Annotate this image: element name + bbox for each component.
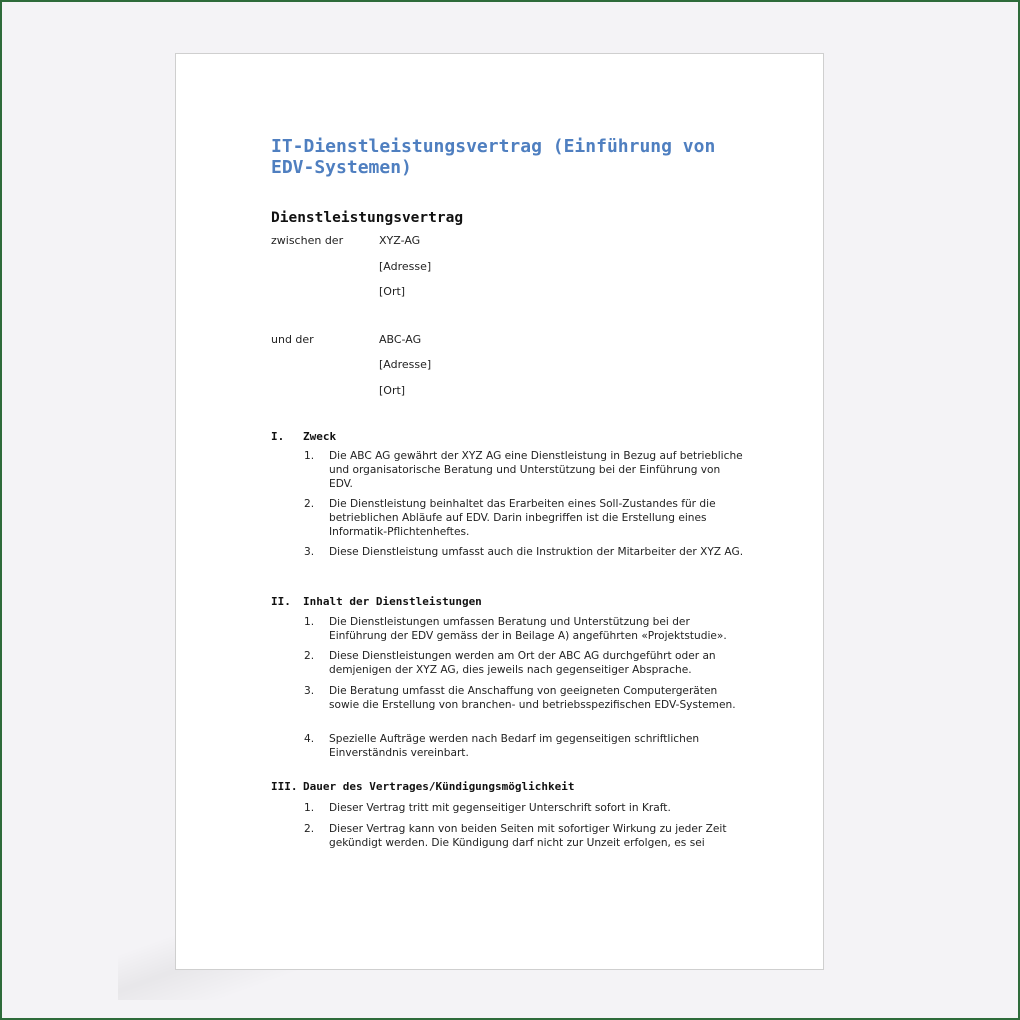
document-page	[175, 53, 824, 970]
item-number: 2.	[304, 823, 315, 835]
section-heading	[271, 430, 336, 443]
item-text: Spezielle Aufträge werden nach Bedarf im gegenseitigen schriftlichen Einverständnis vereinbart.	[329, 733, 700, 759]
party2-place: [Ort]	[379, 384, 406, 397]
section-title: Dauer des Vertrages/Kündigungsmöglichkeit	[303, 780, 575, 793]
list-item	[304, 497, 744, 539]
item-number: 2.	[304, 650, 315, 662]
item-number: 1.	[304, 450, 315, 462]
item-number: 1.	[304, 616, 315, 628]
item-text: Die Dienstleistungen umfassen Beratung und Unterstützung bei der Einführung der EDV gemäss der in Beilage A) angeführten «Projektstudie».	[329, 616, 727, 642]
section-heading	[271, 780, 575, 793]
list-item	[304, 615, 744, 643]
item-text: Dieser Vertrag tritt mit gegenseitiger Unterschrift sofort in Kraft.	[329, 802, 671, 814]
section-title: Zweck	[303, 430, 337, 443]
item-number: 2.	[304, 498, 315, 510]
section-heading	[271, 595, 482, 608]
document-title: IT-Dienstleistungsvertrag (Einführung von EDV-Systemen)	[271, 136, 716, 178]
list-item	[304, 684, 744, 712]
item-text: Die ABC AG gewährt der XYZ AG eine Dienstleistung in Bezug auf betriebliche und organisatorische Beratung und Unterstützung bei der Einführung von EDV.	[329, 450, 743, 490]
party2-name: ABC-AG	[379, 333, 422, 346]
party1-label: zwischen der	[271, 234, 344, 247]
party2-label: und der	[271, 333, 314, 346]
list-item	[304, 822, 744, 850]
list-item	[304, 732, 744, 760]
item-number: 3.	[304, 685, 315, 697]
party2-address: [Adresse]	[379, 358, 432, 371]
item-text: Die Dienstleistung beinhaltet das Erarbeiten eines Soll-Zustandes für die betrieblichen Abläufe auf EDV. Darin inbegriffen ist die Erstellung eines Informatik-Pflichtenheftes.	[329, 498, 716, 538]
list-item	[304, 801, 744, 815]
list-item	[304, 449, 744, 491]
section-number: III.	[271, 780, 298, 793]
item-text: Diese Dienstleistungen werden am Ort der ABC AG durchgeführt oder an demjenigen der XYZ AG, dies jeweils nach gegenseitiger Absprache.	[329, 650, 716, 676]
item-number: 3.	[304, 546, 315, 558]
section-number: II.	[271, 595, 291, 608]
section-title: Inhalt der Dienstleistungen	[303, 595, 482, 608]
item-text: Dieser Vertrag kann von beiden Seiten mit sofortiger Wirkung zu jeder Zeit gekündigt werden. Die Kündigung darf nicht zur Unzeit erfolgen, es sei	[329, 823, 727, 849]
item-number: 4.	[304, 733, 315, 745]
party1-place: [Ort]	[379, 285, 406, 298]
item-text: Die Beratung umfasst die Anschaffung von geeigneten Computergeräten sowie die Erstellung von branchen- und betriebsspezifischen EDV-Systemen.	[329, 685, 736, 711]
list-item	[304, 545, 744, 559]
item-number: 1.	[304, 802, 315, 814]
party1-address: [Adresse]	[379, 260, 432, 273]
list-item	[304, 649, 744, 677]
document-subtitle: Dienstleistungsvertrag	[271, 210, 464, 226]
section-number: I.	[271, 430, 285, 443]
party1-name: XYZ-AG	[379, 234, 421, 247]
item-text: Diese Dienstleistung umfasst auch die Instruktion der Mitarbeiter der XYZ AG.	[329, 546, 744, 558]
